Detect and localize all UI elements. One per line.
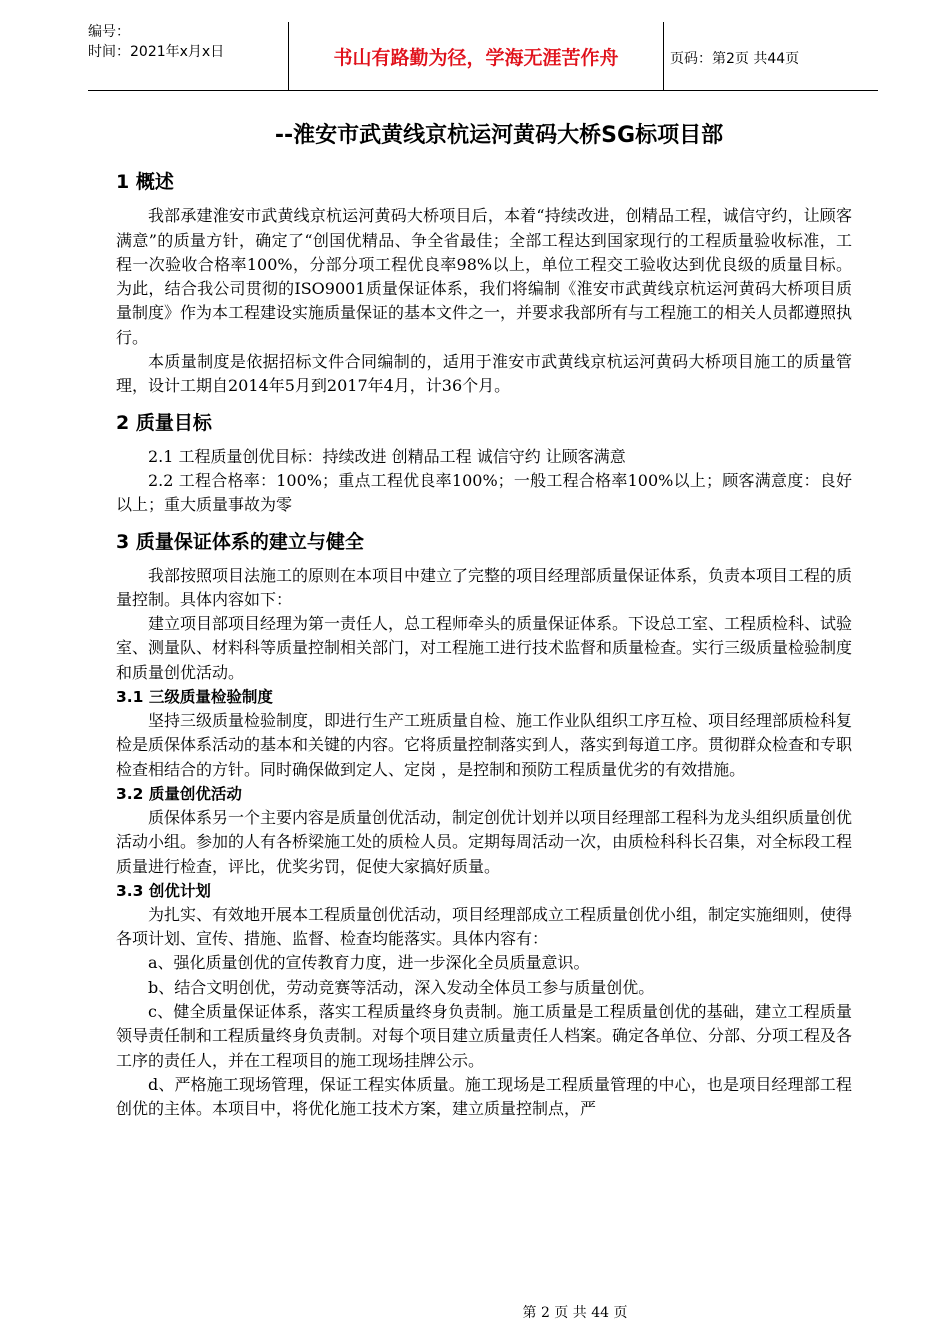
list-item: b、结合文明创优，劳动竞赛等活动，深入发动全体员工参与质量创优。 [148, 977, 655, 997]
paragraph: 本质量制度是依据招标文件合同编制的，适用于淮安市武黄线京杭运河黄码大桥项目施工的质量管理，设计工期自2014年5月到2017年4月，计36个月。 [116, 352, 852, 396]
header-meta [88, 22, 288, 90]
number-label: 编号： [88, 24, 130, 40]
page-footer: 第 2 页 共 44 页 [522, 1305, 628, 1321]
doc-title: --淮安市武黄线京杭运河黄码大桥SG标项目部 [274, 123, 724, 148]
paragraph: 质保体系另一个主要内容是质量创优活动，制定创优计划并以项目经理部工程科为龙头组织质量创优活动小组。参加的人有各桥梁施工处的质检人员。定期每周活动一次，由质检科科长召集，对全标段工程质量进行检查，评比，优奖劣罚，促使大家搞好质量。 [116, 807, 853, 876]
section-2-heading: 2 质量目标 [116, 411, 212, 434]
paragraph: 2.2 工程合格率：100%；重点工程优良率100%；一般工程合格率100%以上；顾客满意度：良好以上；重大质量事故为零 [116, 470, 852, 515]
paragraph: 我部按照项目法施工的原则在本项目中建立了完整的项目经理部质量保证体系，负责本项目工程的质量控制。具体内容如下： [116, 565, 853, 609]
paragraph: 建立项目部项目经理为第一责任人，总工程师牵头的质量保证体系。下设总工室、工程质检科、试验室、测量队、材料科等质量控制相关部门，对工程施工进行技术监督和质量检查。实行三级质量检验制度和质量创优活动。 [116, 614, 853, 682]
header-motto: 书山有路勤为径，学海无涯苦作舟 [288, 22, 664, 90]
section-3-2-heading: 3.2 质量创优活动 [116, 784, 242, 803]
paragraph: 坚持三级质量检验制度，即进行生产工班质量自检、施工作业队组织工序互检、项目经理部质检科复检是质保体系活动的基本和关键的内容。它将质量控制落实到人，落实到每道工序。贯彻群众检查和专职检查相结合的方针。同时确保做到定人、定岗 ，是控制和预防工程质量优劣的有效措施。 [116, 711, 853, 779]
section-1-heading: 1 概述 [116, 171, 174, 194]
list-item: a、强化质量创优的宣传教育力度，进一步深化全员质量意识。 [148, 953, 590, 973]
page-header [88, 22, 878, 91]
list-item: d、严格施工现场管理，保证工程实体质量。施工现场是工程质量管理的中心，也是项目经理部工程创优的主体。本项目中，将优化施工技术方案，建立质量控制点，严 [116, 1074, 852, 1119]
paragraph: 我部承建淮安市武黄线京杭运河黄码大桥项目后，本着“持续改进，创精品工程，诚信守约，让顾客满意”的质量方针，确定了“创国优精品、争全省最佳；全部工程达到国家现行的工程质量验收标准，工程一次验收合格率100%，分部分项工程优良率98%以上，单位工程交工验收达到优良级的质量目标。为此，结合我公司贯彻的ISO9001质量保证体系，我们将编制《淮安市武黄线京杭运河黄码大桥项目质量制度》作为本工程建设实施质量保证的基本文件之一，并要求我部所有与工程施工的相关人员都遵照执行。 [116, 206, 853, 347]
section-3-heading: 3 质量保证体系的建立与健全 [116, 530, 364, 553]
section-3-1-heading: 3.1 三级质量检验制度 [116, 688, 273, 707]
paragraph: 2.1 工程质量创优目标：持续改进 创精品工程 诚信守约 让顾客满意 [148, 446, 626, 466]
time-label: 时间：2021年x月x日 [88, 44, 225, 60]
document-body [116, 124, 852, 1122]
list-item: c、健全质量保证体系，落实工程质量终身负责制。施工质量是工程质量创优的基础，建立工程质量领导责任制和工程质量终身负责制。对每个项目建立质量责任人档案。确定各单位、分部、分项工程及各工序的责任人，并在工程项目的施工现场挂牌公示。 [116, 1002, 853, 1070]
header-page-info: 页码：第2页 共44页 [670, 51, 800, 67]
section-3-3-heading: 3.3 创优计划 [116, 881, 211, 900]
paragraph: 为扎实、有效地开展本工程质量创优活动，项目经理部成立工程质量创优小组，制定实施细则，使得各项计划、宣传、措施、监督、检查均能落实。具体内容有： [116, 904, 853, 949]
